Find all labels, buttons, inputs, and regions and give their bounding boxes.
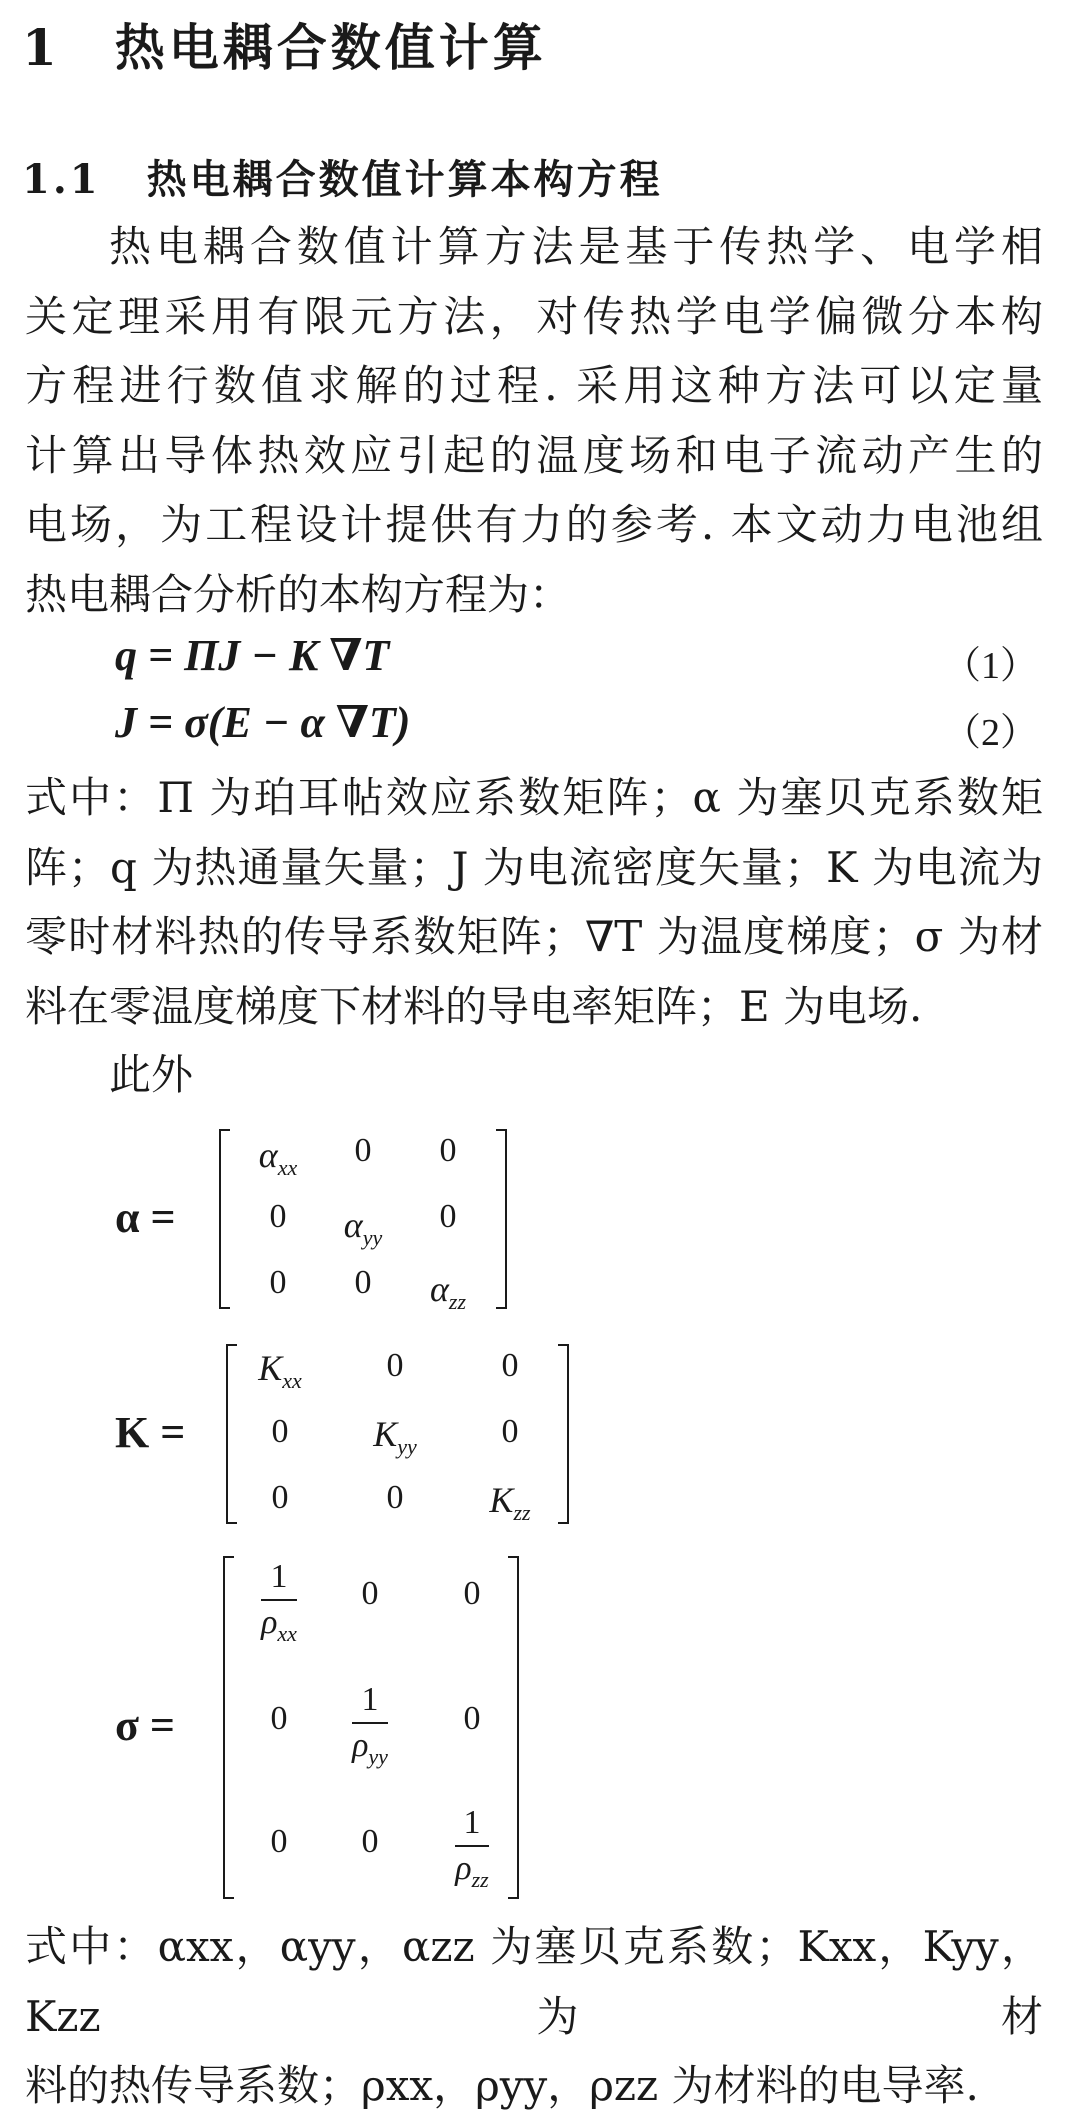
equation-2 xyxy=(115,697,410,748)
paragraph-line: 热电耦合分析的本构方程为： xyxy=(25,569,572,619)
k-cell-11: $K_{xx}$ xyxy=(258,1348,302,1393)
sigma-cell-13: 0 xyxy=(463,1575,481,1612)
subsection-title: 热电耦合数值计算本构方程 xyxy=(146,156,663,203)
where-line: 料在零温度梯度下材料的导电率矩阵；E 为电场. xyxy=(25,981,923,1031)
besides-text xyxy=(25,1040,1043,1110)
paragraph-line: 电场，为工程设计提供有力的参考. 本文动力电池组 xyxy=(25,500,1043,549)
sigma-cell-32: 0 xyxy=(361,1823,379,1860)
section-heading xyxy=(22,8,547,80)
alpha-cell-13: 0 xyxy=(439,1132,457,1169)
equation-2-text: J = σ(E − α ∇T) xyxy=(115,698,411,747)
where-line: 式中：Π 为珀耳帖效应系数矩阵；α 为塞贝克系数矩 xyxy=(25,773,1043,822)
paragraph-line: 方程进行数值求解的过程. 采用这种方法可以定量 xyxy=(25,361,1043,410)
sigma-cell-21: 0 xyxy=(270,1700,288,1737)
section-title: 热电耦合数值计算 xyxy=(114,18,547,77)
k-matrix xyxy=(225,1343,570,1525)
k-matrix-label: K = xyxy=(115,1408,186,1457)
subsection-number: 1.1 xyxy=(22,156,101,203)
k-cell-33: $K_{zz}$ xyxy=(489,1480,531,1525)
alpha-matrix xyxy=(218,1128,508,1314)
sigma-cell-11: $\frac{1}{\rho_{xx}}$ xyxy=(234,1555,324,1656)
section-number: 1 xyxy=(22,18,61,77)
intro-paragraph xyxy=(25,212,1043,629)
paragraph-line: 关定理采用有限元方法，对传热学电学偏微分本构 xyxy=(25,291,1043,341)
paragraph-line: 计算出导体热效应引起的温度场和电子流动产生的 xyxy=(25,430,1043,480)
k-cell-31: 0 xyxy=(271,1479,289,1516)
where-line: 零时材料热的传导系数矩阵；∇T 为温度梯度；σ 为材 xyxy=(25,912,1043,961)
where-line: 阵；q 为热通量矢量；J 为电流密度矢量；K 为电流为 xyxy=(25,842,1043,892)
equation-2-number: （2） xyxy=(942,712,1038,754)
k-cell-32: 0 xyxy=(386,1479,404,1516)
where2-line-1: 式中：αxx，αyy，αzz 为塞贝克系数；Kxx，Kyy，Kzz 为材 xyxy=(25,1922,1043,2041)
equation-1 xyxy=(115,630,389,681)
sigma-cell-22: $\frac{1}{\rho_{yy}}$ xyxy=(325,1678,415,1779)
sigma-matrix xyxy=(222,1555,520,1900)
sigma-cell-12: 0 xyxy=(361,1575,379,1612)
alpha-cell-23: 0 xyxy=(439,1198,457,1235)
sigma-matrix-label: σ = xyxy=(115,1701,176,1750)
sigma-cell-23: 0 xyxy=(463,1700,481,1737)
paragraph-line: 热电耦合数值计算方法是基于传热学、电学相 xyxy=(109,222,1043,271)
k-cell-12: 0 xyxy=(386,1347,404,1384)
alpha-matrix-label: α = xyxy=(115,1193,176,1242)
k-cell-22: $K_{yy}$ xyxy=(373,1414,417,1459)
equation-1-number: （1） xyxy=(942,645,1038,687)
alpha-cell-32: 0 xyxy=(354,1264,372,1301)
alpha-cell-31: 0 xyxy=(269,1264,287,1301)
alpha-cell-22: $\alpha_{yy}$ xyxy=(343,1205,383,1250)
alpha-cell-11: $\alpha_{xx}$ xyxy=(258,1135,298,1180)
k-cell-13: 0 xyxy=(501,1347,519,1384)
alpha-cell-21: 0 xyxy=(269,1198,287,1235)
k-cell-23: 0 xyxy=(501,1413,519,1450)
alpha-cell-12: 0 xyxy=(354,1132,372,1169)
besides-line: 此外 xyxy=(109,1050,194,1099)
sigma-cell-31: 0 xyxy=(270,1823,288,1860)
where2-line-2: 料的热传导系数；ρxx，ρyy，ρzz 为材料的电导率. xyxy=(25,2061,979,2110)
where2-paragraph xyxy=(25,1912,1043,2121)
alpha-cell-33: $\alpha_{zz}$ xyxy=(429,1269,467,1314)
equation-1-text: q = ΠJ − K ∇T xyxy=(115,631,390,680)
sigma-cell-33: $\frac{1}{\rho_{zz}}$ xyxy=(427,1801,517,1902)
where-paragraph xyxy=(25,763,1043,1041)
subsection-heading xyxy=(22,148,663,205)
k-cell-21: 0 xyxy=(271,1413,289,1450)
